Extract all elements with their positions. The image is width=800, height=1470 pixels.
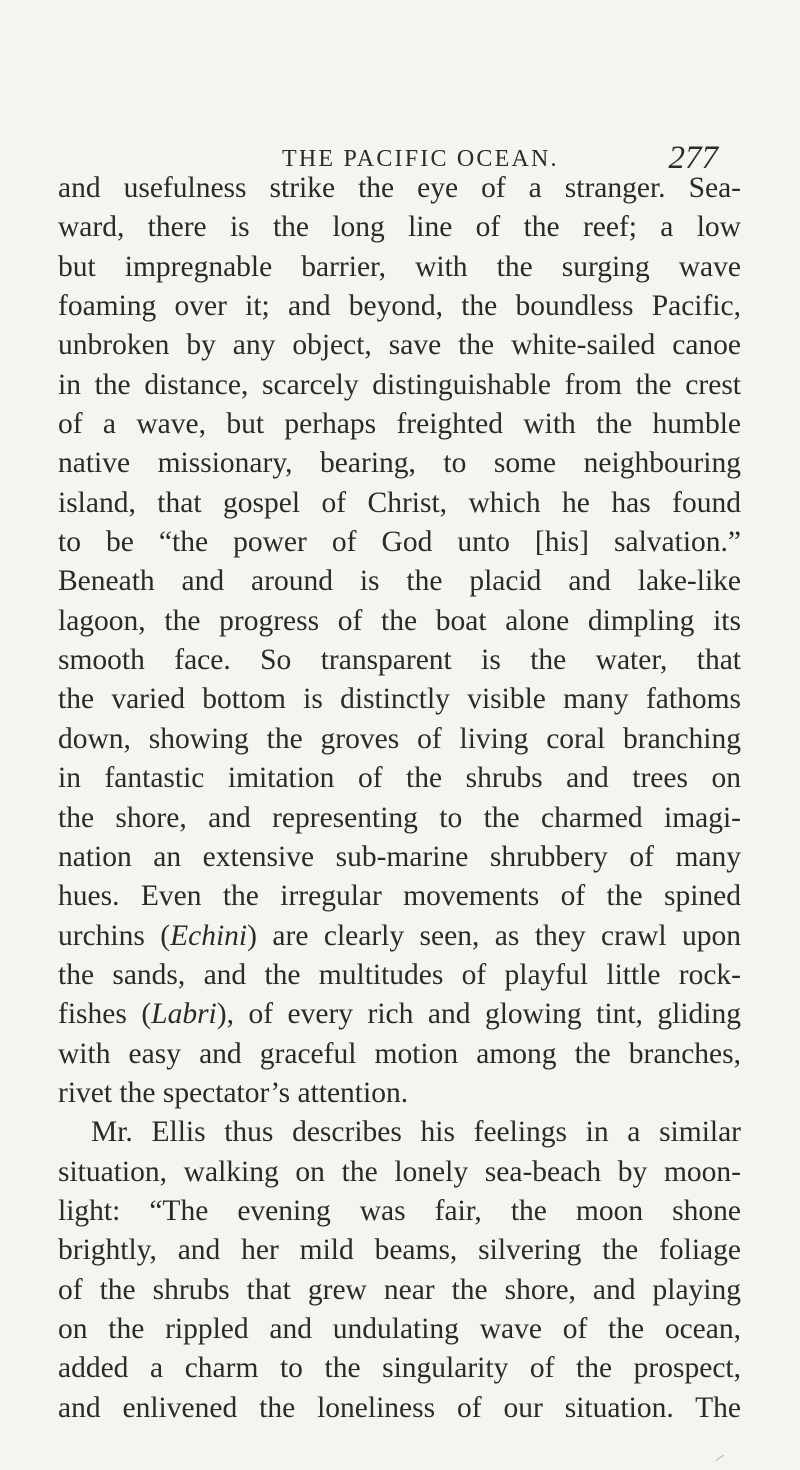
text-line: with easy and graceful motion among the branches, — [58, 1037, 741, 1070]
text-line: light: “The evening was fair, the moon shone — [58, 1194, 741, 1227]
text-line: ward, there is the long line of the reef; a low — [58, 211, 741, 244]
text-line: urchins (Echini) are clearly seen, as they crawl upon — [58, 919, 742, 952]
page-mark — [712, 1450, 724, 1461]
text-line: but impregnable barrier, with the surging wave — [58, 250, 741, 283]
text-line: brightly, and her mild beams, silvering the foliage — [58, 1234, 741, 1267]
text-line: fishes (Labri), of every rich and glowing tint, gliding — [58, 998, 741, 1031]
text-line: rivet the spectator’s attention. — [58, 1076, 409, 1109]
text-line: Beneath and around is the placid and lake-like — [58, 565, 741, 598]
text-line: nation an extensive sub-marine shrubbery of many — [58, 840, 741, 873]
text-line: native missionary, bearing, to some neighbouring — [58, 447, 741, 480]
text-line: of a wave, but perhaps freighted with the humble — [58, 408, 741, 441]
text-line: the varied bottom is distinctly visible many fathoms — [58, 683, 741, 716]
text-line: to be “the power of God unto [his] salvation.” — [58, 526, 741, 559]
text-line: in the distance, scarcely distinguishable from the crest — [58, 368, 741, 401]
text-line: hues. Even the irregular movements of the spined — [58, 880, 741, 913]
text-line: down, showing the groves of living coral branching — [58, 722, 741, 755]
text-line: unbroken by any object, save the white-sailed canoe — [58, 329, 741, 362]
running-title: THE PACIFIC OCEAN. — [282, 146, 559, 172]
text-line: and usefulness strike the eye of a stranger. Sea- — [58, 172, 741, 204]
text-line: of the shrubs that grew near the shore, and playing — [58, 1273, 741, 1306]
text-line: and enlivened the loneliness of our situation. The — [58, 1391, 741, 1424]
text-line: foaming over it; and beyond, the boundless Pacific, — [58, 290, 741, 323]
page-number: 277 — [668, 140, 718, 176]
text-line: island, that gospel of Christ, which he has found — [58, 486, 741, 519]
text-line: on the rippled and undulating wave of the ocean, — [58, 1312, 741, 1345]
text-line: the sands, and the multitudes of playful little rock- — [58, 958, 741, 991]
text-line: added a charm to the singularity of the prospect, — [58, 1352, 741, 1385]
text-line: in fantastic imitation of the shrubs and trees on — [58, 762, 741, 795]
text-line: lagoon, the progress of the boat alone dimpling its — [58, 604, 741, 637]
body-text — [58, 169, 741, 1428]
text-line: the shore, and representing to the charmed imagi- — [58, 801, 741, 834]
text-line: smooth face. So transparent is the water, that — [58, 644, 741, 677]
text-line: Mr. Ellis thus describes his feelings in a similar — [91, 1116, 741, 1149]
text-line: situation, walking on the lonely sea-beach by moon- — [58, 1155, 741, 1188]
